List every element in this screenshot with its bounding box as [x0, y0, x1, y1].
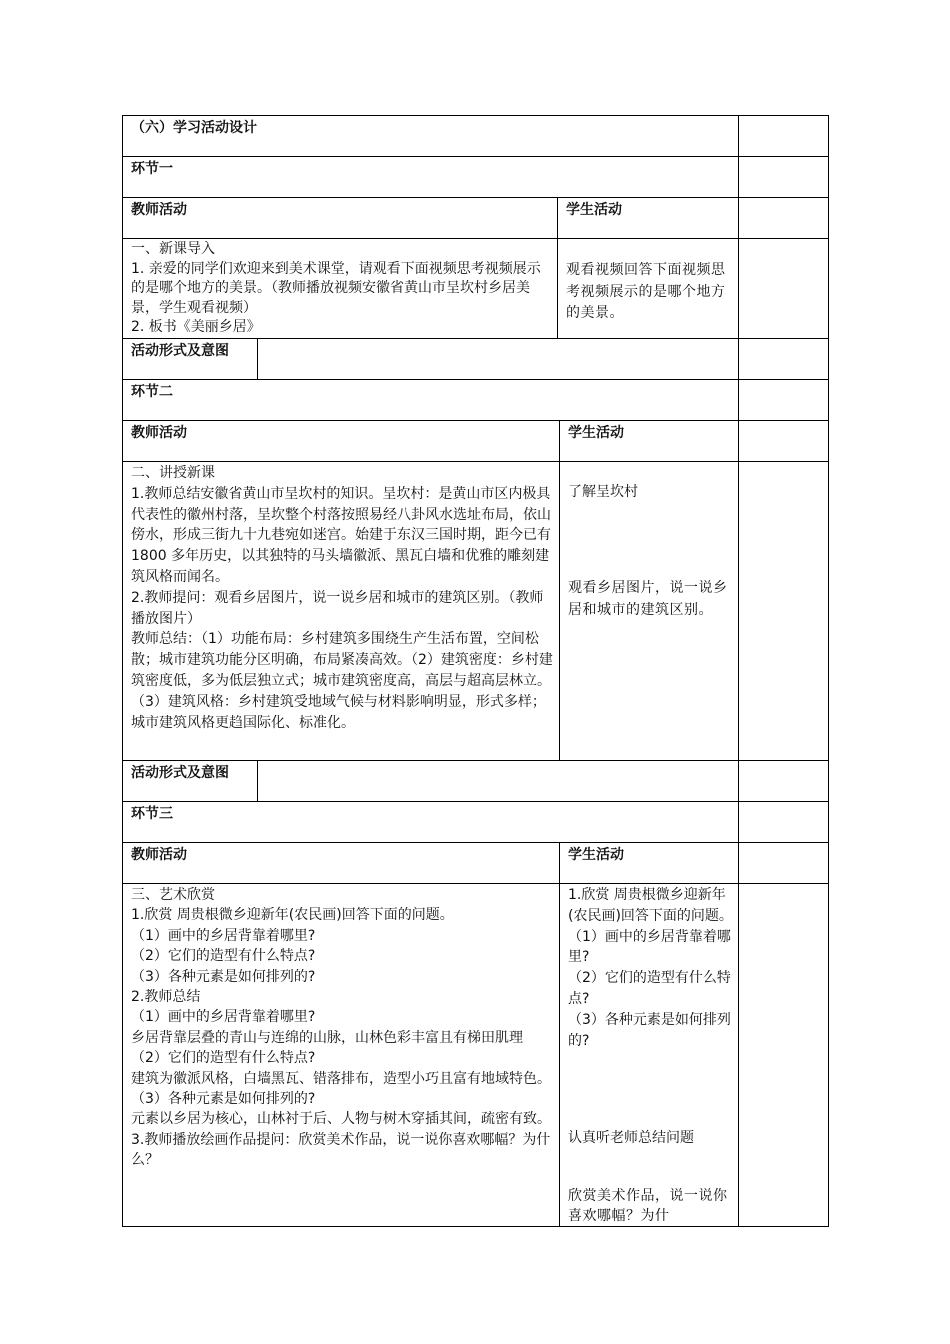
link2-student-text-2: 观看乡居图片，说一说乡居和城市的建筑区别。	[568, 580, 728, 618]
table-border	[257, 760, 258, 802]
link2-student-header: 学生活动	[568, 425, 624, 441]
table-border	[122, 338, 829, 339]
link1-teacher-text: 一、新课导入 1. 亲爱的同学们欢迎来到美术课堂，请观看下面视频思考视频展示的是哪个地方的美景。（教师播放视频安徽省黄山市呈坎村乡居美景，学生观看视频） 2. 板书《美丽乡居》	[131, 241, 541, 335]
link1-student-header: 学生活动	[566, 202, 622, 218]
link2-teacher-text: 二、讲授新课 1.教师总结安徽省黄山市呈坎村的知识。呈坎村：是黄山市区内极具代表性的徽州村落，呈坎整个村落按照易经八卦风水选址布局，依山傍水，形成三街九十九巷宛如迷宫。始建于东汉三国时期，距今已有 1800 多年历史，以其独特的马头墙徽派、黑瓦白墙和优雅的雕刻建筑风格而闻名。 2.教师提问：观看乡居图片，说一说乡居和城市的建筑区别。（教师播放图片） 教师总结：（1）功能布局：乡村建筑多围绕生产生活布置，空间松散；城市建筑功能分区明确，布局紧凑高效。（2）建筑密度：乡村建筑密度低，多为低层独立式；城市建筑密度高，高层与超高层林立。 （3）建筑风格：乡村建筑受地域气候与材料影响明显，形式多样；城市建筑风格更趋国际化、标准化。	[131, 465, 553, 731]
table-border	[257, 338, 258, 380]
table-border	[122, 760, 829, 761]
link2-teacher-header: 教师活动	[131, 425, 187, 441]
table-border	[122, 115, 123, 1227]
table-border	[122, 379, 829, 380]
link2-title: 环节二	[131, 384, 173, 400]
table-border	[122, 156, 829, 157]
table-border	[122, 461, 829, 462]
table-border	[122, 197, 829, 198]
link1-student-text: 观看视频回答下面视频思考视频展示的是哪个地方的美景。	[566, 262, 726, 321]
link3-student-header: 学生活动	[568, 847, 624, 863]
section-title: （六）学习活动设计	[131, 120, 257, 136]
table-border	[122, 115, 829, 116]
table-border	[557, 197, 558, 339]
link2-form-label: 活动形式及意图	[131, 765, 229, 781]
table-border	[559, 420, 560, 761]
table-border	[559, 842, 560, 1227]
table-border	[122, 420, 829, 421]
link3-student-text-2: 认真听老师总结问题	[568, 1130, 694, 1146]
link1-form-label: 活动形式及意图	[131, 343, 229, 359]
link3-teacher-header: 教师活动	[131, 847, 187, 863]
link1-teacher-header: 教师活动	[131, 202, 187, 218]
link3-title: 环节三	[131, 806, 173, 822]
link2-student-text-1: 了解呈坎村	[568, 484, 638, 500]
table-border	[738, 115, 739, 1227]
link3-student-text-1: 1.欣赏 周贵根微乡迎新年(农民画)回答下面的问题。 （1）画中的乡居背靠着哪里? （2）它们的造型有什么特点? （3）各种元素是如何排列的?	[568, 887, 733, 1049]
table-border	[122, 842, 829, 843]
link1-title: 环节一	[131, 161, 173, 177]
table-border	[122, 883, 829, 884]
table-border	[122, 238, 829, 239]
table-border	[828, 115, 829, 1227]
table-border	[122, 801, 829, 802]
link3-student-text-3: 欣赏美术作品，说一说你喜欢哪幅？为什	[568, 1188, 728, 1225]
link3-teacher-text: 三、艺术欣赏 1.欣赏 周贵根微乡迎新年(农民画)回答下面的问题。 （1）画中的乡居背靠着哪里? （2）它们的造型有什么特点? （3）各种元素是如何排列的? 2.教师总结 （1）画中的乡居背靠着哪里? 乡居背靠层叠的青山与连绵的山脉，山林色彩丰富且有梯田肌理 （2）它们的造型有什么特点? 建筑为徽派风格，白墙黑瓦、错落排布，造型小巧且富有地域特色。 （3）各种元素是如何排列的? 元素以乡居为核心，山林衬于后、人物与树木穿插其间，疏密有致。 3.教师播放绘画作品提问：欣赏美术作品，说一说你喜欢哪幅？为什么？	[131, 887, 551, 1169]
